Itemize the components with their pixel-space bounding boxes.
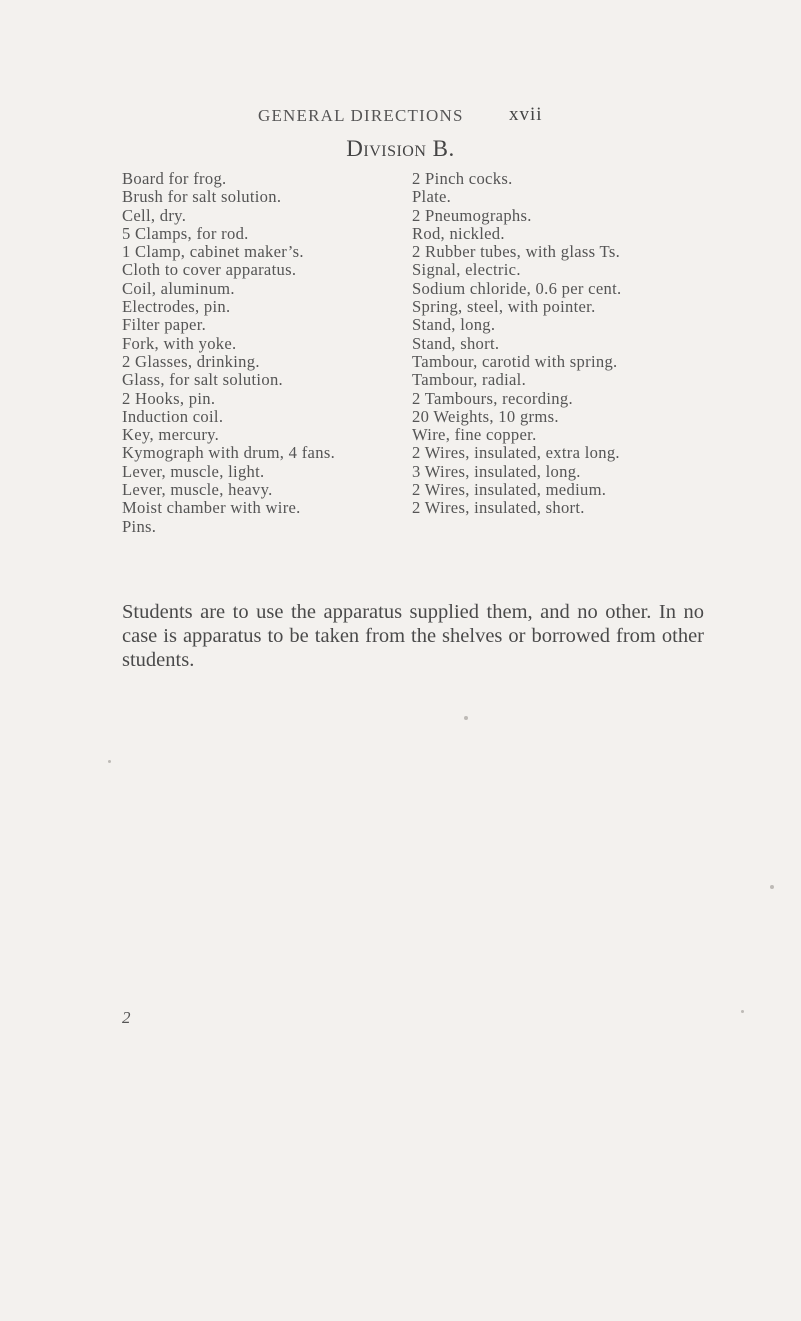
paper-speck bbox=[108, 760, 111, 763]
apparatus-item: 2 Glasses, drinking. bbox=[122, 351, 260, 371]
running-title: GENERAL DIRECTIONS bbox=[258, 106, 464, 125]
apparatus-item: Wire, fine copper. bbox=[412, 425, 537, 445]
paper-speck bbox=[770, 885, 774, 889]
apparatus-item: 2 Wires, insulated, short. bbox=[412, 498, 585, 518]
division-title-text: Division B. bbox=[346, 136, 455, 161]
apparatus-item: Rod, nickled. bbox=[412, 223, 505, 243]
apparatus-item: Induction coil. bbox=[122, 406, 224, 426]
apparatus-item: Cloth to cover apparatus. bbox=[122, 260, 297, 280]
apparatus-item: Kymograph with drum, 4 fans. bbox=[122, 443, 336, 463]
running-head bbox=[0, 106, 801, 136]
apparatus-item: Tambour, carotid with spring. bbox=[412, 351, 618, 371]
apparatus-item: Pins. bbox=[122, 516, 157, 536]
apparatus-item: Cell, dry. bbox=[122, 205, 187, 225]
apparatus-item: 2 Pneumographs. bbox=[412, 205, 532, 225]
apparatus-item: Brush for salt solution. bbox=[122, 187, 282, 207]
apparatus-item: Spring, steel, with pointer. bbox=[412, 297, 596, 317]
apparatus-item: Signal, electric. bbox=[412, 260, 521, 280]
apparatus-list-left bbox=[122, 170, 335, 536]
apparatus-item: Sodium chloride, 0.6 per cent. bbox=[412, 278, 622, 298]
apparatus-item: Glass, for salt solution. bbox=[122, 370, 283, 390]
apparatus-item: 2 Rubber tubes, with glass Ts. bbox=[412, 242, 621, 262]
apparatus-item: Plate. bbox=[412, 187, 452, 207]
signature-mark: 2 bbox=[122, 1008, 131, 1027]
apparatus-item: Fork, with yoke. bbox=[122, 333, 237, 353]
apparatus-item: 2 Pinch cocks. bbox=[412, 169, 513, 188]
apparatus-item: 2 Wires, insulated, medium. bbox=[412, 480, 607, 500]
apparatus-item: Tambour, radial. bbox=[412, 370, 527, 390]
apparatus-item: Electrodes, pin. bbox=[122, 297, 231, 317]
apparatus-item: Board for frog. bbox=[122, 169, 227, 188]
paper-speck bbox=[464, 716, 468, 720]
division-title bbox=[0, 136, 801, 162]
instructions-note: Students are to use the apparatus supplied them, and no other. In no case is apparatus to be taken from the shelves or borrowed from other students. bbox=[122, 601, 704, 671]
apparatus-item: Moist chamber with wire. bbox=[122, 498, 301, 518]
apparatus-item: Stand, short. bbox=[412, 333, 500, 353]
apparatus-item: 2 Hooks, pin. bbox=[122, 388, 216, 408]
apparatus-item: 3 Wires, insulated, long. bbox=[412, 461, 581, 481]
apparatus-item: 1 Clamp, cabinet maker’s. bbox=[122, 242, 304, 262]
apparatus-item: Stand, long. bbox=[412, 315, 496, 335]
apparatus-item: Lever, muscle, heavy. bbox=[122, 480, 273, 500]
paper-speck bbox=[741, 1010, 744, 1013]
apparatus-item: 20 Weights, 10 grms. bbox=[412, 406, 559, 426]
apparatus-item: 5 Clamps, for rod. bbox=[122, 223, 249, 243]
apparatus-item: Lever, muscle, light. bbox=[122, 461, 265, 481]
apparatus-item: Coil, aluminum. bbox=[122, 278, 235, 298]
apparatus-item: 2 Tambours, recording. bbox=[412, 388, 573, 408]
apparatus-item: Filter paper. bbox=[122, 315, 207, 335]
apparatus-list-right bbox=[412, 170, 621, 518]
apparatus-item: Key, mercury. bbox=[122, 425, 220, 445]
apparatus-item: 2 Wires, insulated, extra long. bbox=[412, 443, 620, 463]
page-number: xvii bbox=[509, 104, 543, 125]
